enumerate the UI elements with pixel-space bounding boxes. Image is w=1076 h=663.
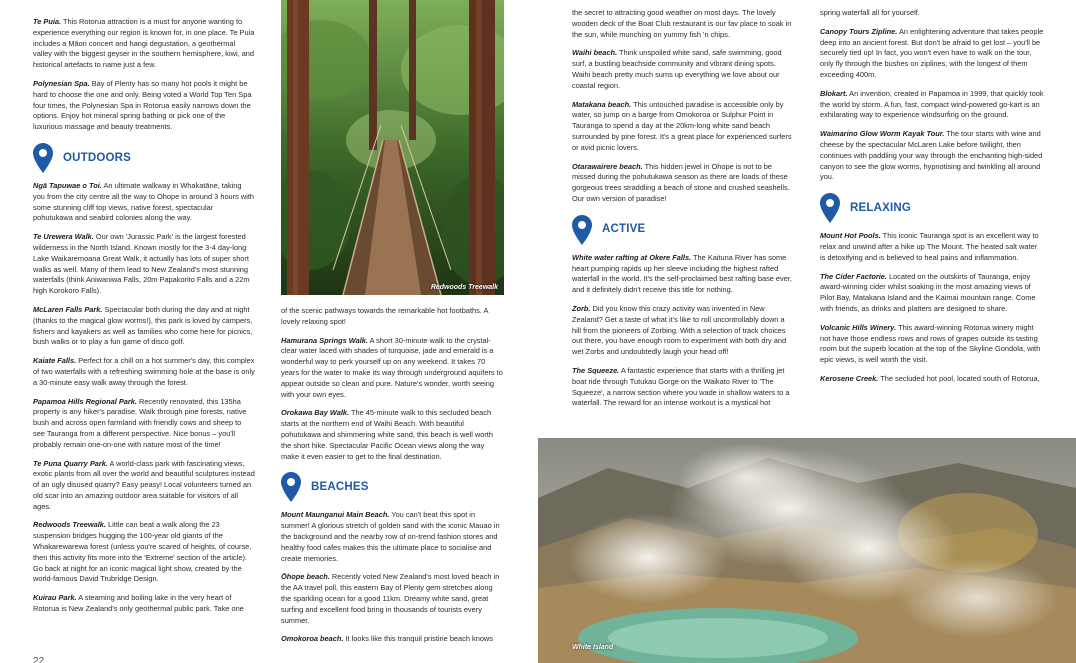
entry-lead: The Squeeze. <box>572 365 620 375</box>
photo-caption: Redwoods Treewalk <box>430 284 498 291</box>
entry-text: A world-class park with fascinating views, exotic plants from all over the world and beautiful sculptures instead of an ugly disused quarry? Easy peasy! Local volunteers turned an old scar into an amazing outdoor area suitable for visitors of all ages. <box>33 458 255 511</box>
entry-text: Did you know this crazy activity was invented in New Zealand? Get a taste of what it's like to roll uncontrollably down a hill from the pioneers of Zorbing. With a selection of track choices out there, you have enough room to experiment with both dry and wet Zorbs and undoubtedly laugh your head off! <box>572 303 787 357</box>
entry-lead: Te Urewera Walk. <box>33 232 94 242</box>
entry-text: The 45-minute walk to this secluded beach starts at the northern end of Waihi Beach. With beautiful pohutukawa and shimmering white sand, this beach is well worth the short hike. Spectacular Pacific Ocean views along the way make it even easier to get to the final destination. <box>281 408 493 461</box>
location-pin-icon <box>820 193 840 223</box>
entry-text: You can't beat this spot in summer! A glorious stretch of golden sand with the iconic Mauao in the background and the nearby row of on-trend fashion stores and healthy food cafes makes this the ultimate place to socialise and create memories. <box>281 510 500 563</box>
paragraph <box>281 572 503 626</box>
paragraph <box>820 8 1044 19</box>
paragraph <box>281 634 503 645</box>
forest-image <box>281 0 504 295</box>
entry-text: Recently voted New Zealand's most loved beach in the AA travel poll, this eastern Bay of Plenty gem stretches along the sparkling ocean for a good 11km. Dreamy white sand, great surfing and excellent food bring in thousands of tourists every summer. <box>281 572 500 625</box>
paragraph <box>820 231 1044 263</box>
paragraph <box>33 17 255 71</box>
entry-lead: Waimarino Glow Worm Kayak Tour. <box>820 129 945 139</box>
photo-caption: White Island <box>572 644 614 651</box>
entry-text: Our own 'Jurassic Park' is the largest forested wilderness in the North Island. Known mostly for the 3-4 day-long Lake Waikaremoana Great Walk, it actually has lots of super short walks as well. Many of them lead to New Zealand's most stunning waterfalls (think Aniwaniwa Falls, 20m Papakorito Falls and a 22m high Korokoro Falls). <box>33 232 250 296</box>
entry-text: This award-winning Rotorua winery might not have those endless rows and rows of grapes outside its tasting room but the superb location at the top of the Skyline Gondola, with epic views, is well worth the visit. <box>820 322 1041 365</box>
entry-text: The Kaituna River has some heart pumping rapids up her sleeve including the highest rafted waterfall in the world. It's the self-proclaimed best rafting base ever, and it definitely didn't receive this title for nothing. <box>572 252 792 295</box>
paragraph <box>820 27 1044 81</box>
section-heading-beaches <box>281 470 503 504</box>
entry-text: Recently renovated, this 135ha property is any hiker's paradise. Walk through pine forests, native bush and across open farmland with friendly cows and sheep to see Tauranga from a different perspective. Nice bonus – you'll probably remain one-on-one with nature most of the time! <box>33 396 247 449</box>
entry-lead: Mount Maunganui Main Beach. <box>281 510 390 520</box>
paragraph <box>572 48 794 91</box>
entry-lead: Papamoa Hills Regional Park. <box>33 396 137 406</box>
column-1 <box>33 17 255 623</box>
entry-text: spring waterfall all for yourself. <box>820 8 920 17</box>
entry-text: An invention, created in Papamoa in 1999, that quickly took the world by storm. A fun, fast, compact wind-powered go-kart is an exhilarating way to experience windsurfing on the ground. <box>820 88 1044 120</box>
entry-lead: Kuirau Park. <box>33 593 77 603</box>
entry-lead: Ōhope beach. <box>281 572 330 582</box>
entry-text: Spectacular both during the day and at night (thanks to the magical glow worms!), this park is loved by campers, fishers and kayakers as well as families who come here for picnics, bush walks or to play a fun game of disco golf. <box>33 304 253 347</box>
column-4 <box>820 8 1044 393</box>
entry-lead: Omokoroa beach. <box>281 634 344 644</box>
entry-text: A fantastic experience that starts with a thrilling jet boat ride through Tutukau Gorge on the Waikato River to 'The Squeeze', a narrow section where you wade in shallow waters to a waterfall. The reward for an intense workout is a mystical hot <box>572 365 790 408</box>
entry-lead: Blokart. <box>820 88 848 98</box>
entry-lead: Canopy Tours Zipline. <box>820 26 898 36</box>
paragraph <box>572 366 794 409</box>
entry-lead: McLaren Falls Park. <box>33 304 103 314</box>
entry-lead: Kerosene Creek. <box>820 373 879 383</box>
location-pin-icon <box>33 143 53 173</box>
entry-text: A short 30-minute walk to the crystal-clear water laced with shades of turquoise, jade and emerald is a wonderful way to perk yourself up on any weekend. It takes 70 years for the water to make its way through underground aquifers to appear outside so clean and pure. Nature's wonder, worth seeing with your own eyes. <box>281 335 503 399</box>
entry-text: This untouched paradise is accessible only by water, so jump on a barge from Omokoroa or Sulphur Point in Tauranga to spend a day at the 20km-long white sand beach surrounded by pine forest. It's a great place for experienced surfers or avid picnic lovers. <box>572 99 792 152</box>
entry-lead: Otarawairere beach. <box>572 161 643 171</box>
entry-lead: Orokawa Bay Walk. <box>281 408 350 418</box>
section-heading-active <box>572 213 794 247</box>
photo-white-island <box>538 438 1076 663</box>
section-title: OUTDOORS <box>63 151 132 164</box>
photo-redwoods-treewalk <box>281 0 504 295</box>
page-number: 22 <box>33 656 45 663</box>
column-3 <box>572 8 794 417</box>
paragraph <box>820 323 1044 366</box>
paragraph <box>572 304 794 358</box>
column-2 <box>281 306 503 653</box>
paragraph <box>572 100 794 154</box>
paragraph <box>820 129 1044 183</box>
entry-text: A steaming and boiling lake in the very heart of Rotorua is New Zealand's only geothermal public park. Take one <box>33 593 244 614</box>
paragraph <box>33 356 255 388</box>
entry-lead: Te Puna Quarry Park. <box>33 458 108 468</box>
paragraph <box>572 162 794 205</box>
entry-text: Little can beat a walk along the 23 suspension bridges hugging the 100-year old giants of the Whakarewarewa forest (unless you're scared of heights, of course, then this activity fits more into the 'Extreme' section of the article). Go back at night for an iconic magical light show, created by the world-famous David Trubridge Design. <box>33 520 252 584</box>
section-title: RELAXING <box>850 201 912 214</box>
entry-lead: Waihi beach. <box>572 48 618 58</box>
entry-lead: Kaiate Falls. <box>33 356 77 366</box>
entry-lead: Redwoods Treewalk. <box>33 520 106 530</box>
entry-lead: Ngā Tapuwae o Toi. <box>33 180 102 190</box>
section-title: BEACHES <box>311 480 369 493</box>
entry-text: the secret to attracting good weather on most days. The lovely wooden deck of the Boat Club restaurant is our fav place to soak in the sun, while munching on yummy fish 'n chips. <box>572 8 792 39</box>
paragraph <box>33 305 255 348</box>
paragraph <box>33 520 255 585</box>
entry-text: Bay of Plenty has so many hot pools it might be hard to choose the one and only. Being voted a World Top Ten Spa four times, the Polynesian Spa in Rotorua easily narrows down the options. Enjoy hot mineral spring bathing or pick one of the luxurious massage and beauty treatments. <box>33 78 252 132</box>
entry-text: An enlightening adventure that takes people deep into an ancient forest. But don't be afraid to get lost – you'll be securely tied up! In fact, you won't even have to walk on the tour, only fly through the bushes on ziplines, with the longest of them exceeding 400m. <box>820 26 1044 79</box>
entry-text: This hidden jewel in Ohope is not to be missed during the pohutukawa season as there are loads of these gorgeous trees straddling a beach of stone and crushed seashells. Our own version of paradise! <box>572 161 790 203</box>
section-heading-relaxing <box>820 191 1044 225</box>
entry-text: Think unspoiled white sand, safe swimming, good surf, a bustling beachside community and vibrant dining spots. Waihi beach pretty much sums up everything we love about our coastal region. <box>572 48 782 90</box>
paragraph <box>33 397 255 451</box>
paragraph <box>33 459 255 513</box>
paragraph <box>281 306 503 328</box>
paragraph <box>281 510 503 564</box>
entry-lead: Volcanic Hills Winery. <box>820 322 897 332</box>
entry-lead: Zorb. <box>572 303 591 313</box>
paragraph <box>820 272 1044 315</box>
paragraph <box>820 89 1044 121</box>
entry-lead: The Cider Factorie. <box>820 271 887 281</box>
location-pin-icon <box>281 472 301 502</box>
entry-lead: Mount Hot Pools. <box>820 231 881 241</box>
paragraph <box>33 79 255 133</box>
entry-lead: Polynesian Spa. <box>33 78 90 88</box>
entry-text: This iconic Tauranga spot is an excellent way to relax and unwind after a hike up The Mount. The heated salt water is detoxifying and is believed to heal pains and inflammation. <box>820 231 1039 262</box>
paragraph <box>572 253 794 296</box>
entry-text: Located on the outskirts of Tauranga, enjoy award-winning cider whilst soaking in the most amazing views of Pilot Bay, Matakana Island and the Kaimai mountain range. Come with friends, as drinks and platters are designed to share. <box>820 271 1036 313</box>
paragraph <box>281 408 503 462</box>
entry-text: The secluded hot pool, located south of Rotorua, <box>878 373 1040 383</box>
paragraph <box>820 374 1044 385</box>
section-heading-outdoors <box>33 141 255 175</box>
entry-text: Perfect for a chill on a hot summer's day, this complex of two waterfalls with a refreshing swimming hole at the base is only a 30-minute easy walk away through the forest. <box>33 356 255 387</box>
entry-lead: White water rafting at Okere Falls. <box>572 252 692 262</box>
paragraph <box>33 593 255 615</box>
entry-lead: Hamurana Springs Walk. <box>281 335 368 345</box>
entry-text: It looks like this tranquil pristine beach knows <box>343 634 493 644</box>
paragraph <box>33 232 255 297</box>
entry-lead: Matakana beach. <box>572 99 632 109</box>
entry-text: The tour starts with wine and cheese by the spectacular McLaren Lake before twilight, then continues with paddling your way through the enchanting high-sided canyon to see the glow worms, hypnotising and twinkling all around you. <box>820 129 1043 182</box>
paragraph <box>572 8 794 40</box>
entry-text: of the scenic pathways towards the remarkable hot footbaths. A lovely relaxing spot! <box>281 306 489 326</box>
volcano-image <box>538 438 1076 663</box>
entry-text: This Rotorua attraction is a must for anyone wanting to experience everything our region is known for, in one place. Te Puia includes a Māori concert and hangi degustation, a geothermal valley with the biggest geyser in the southern hemisphere, kiwi, and historical artefacts to name just a few. <box>33 17 255 70</box>
section-title: ACTIVE <box>602 223 646 236</box>
entry-text: An ultimate walkway in Whakatāne, taking you from the city centre all the way to Ohope in around 3 hours with some stunning cliff top views, native forest, spectacular pohutukawa and seabird colonies along the way. <box>33 180 255 223</box>
paragraph <box>281 336 503 401</box>
entry-lead: Te Puia. <box>33 17 62 26</box>
paragraph <box>33 181 255 224</box>
location-pin-icon <box>572 215 592 245</box>
